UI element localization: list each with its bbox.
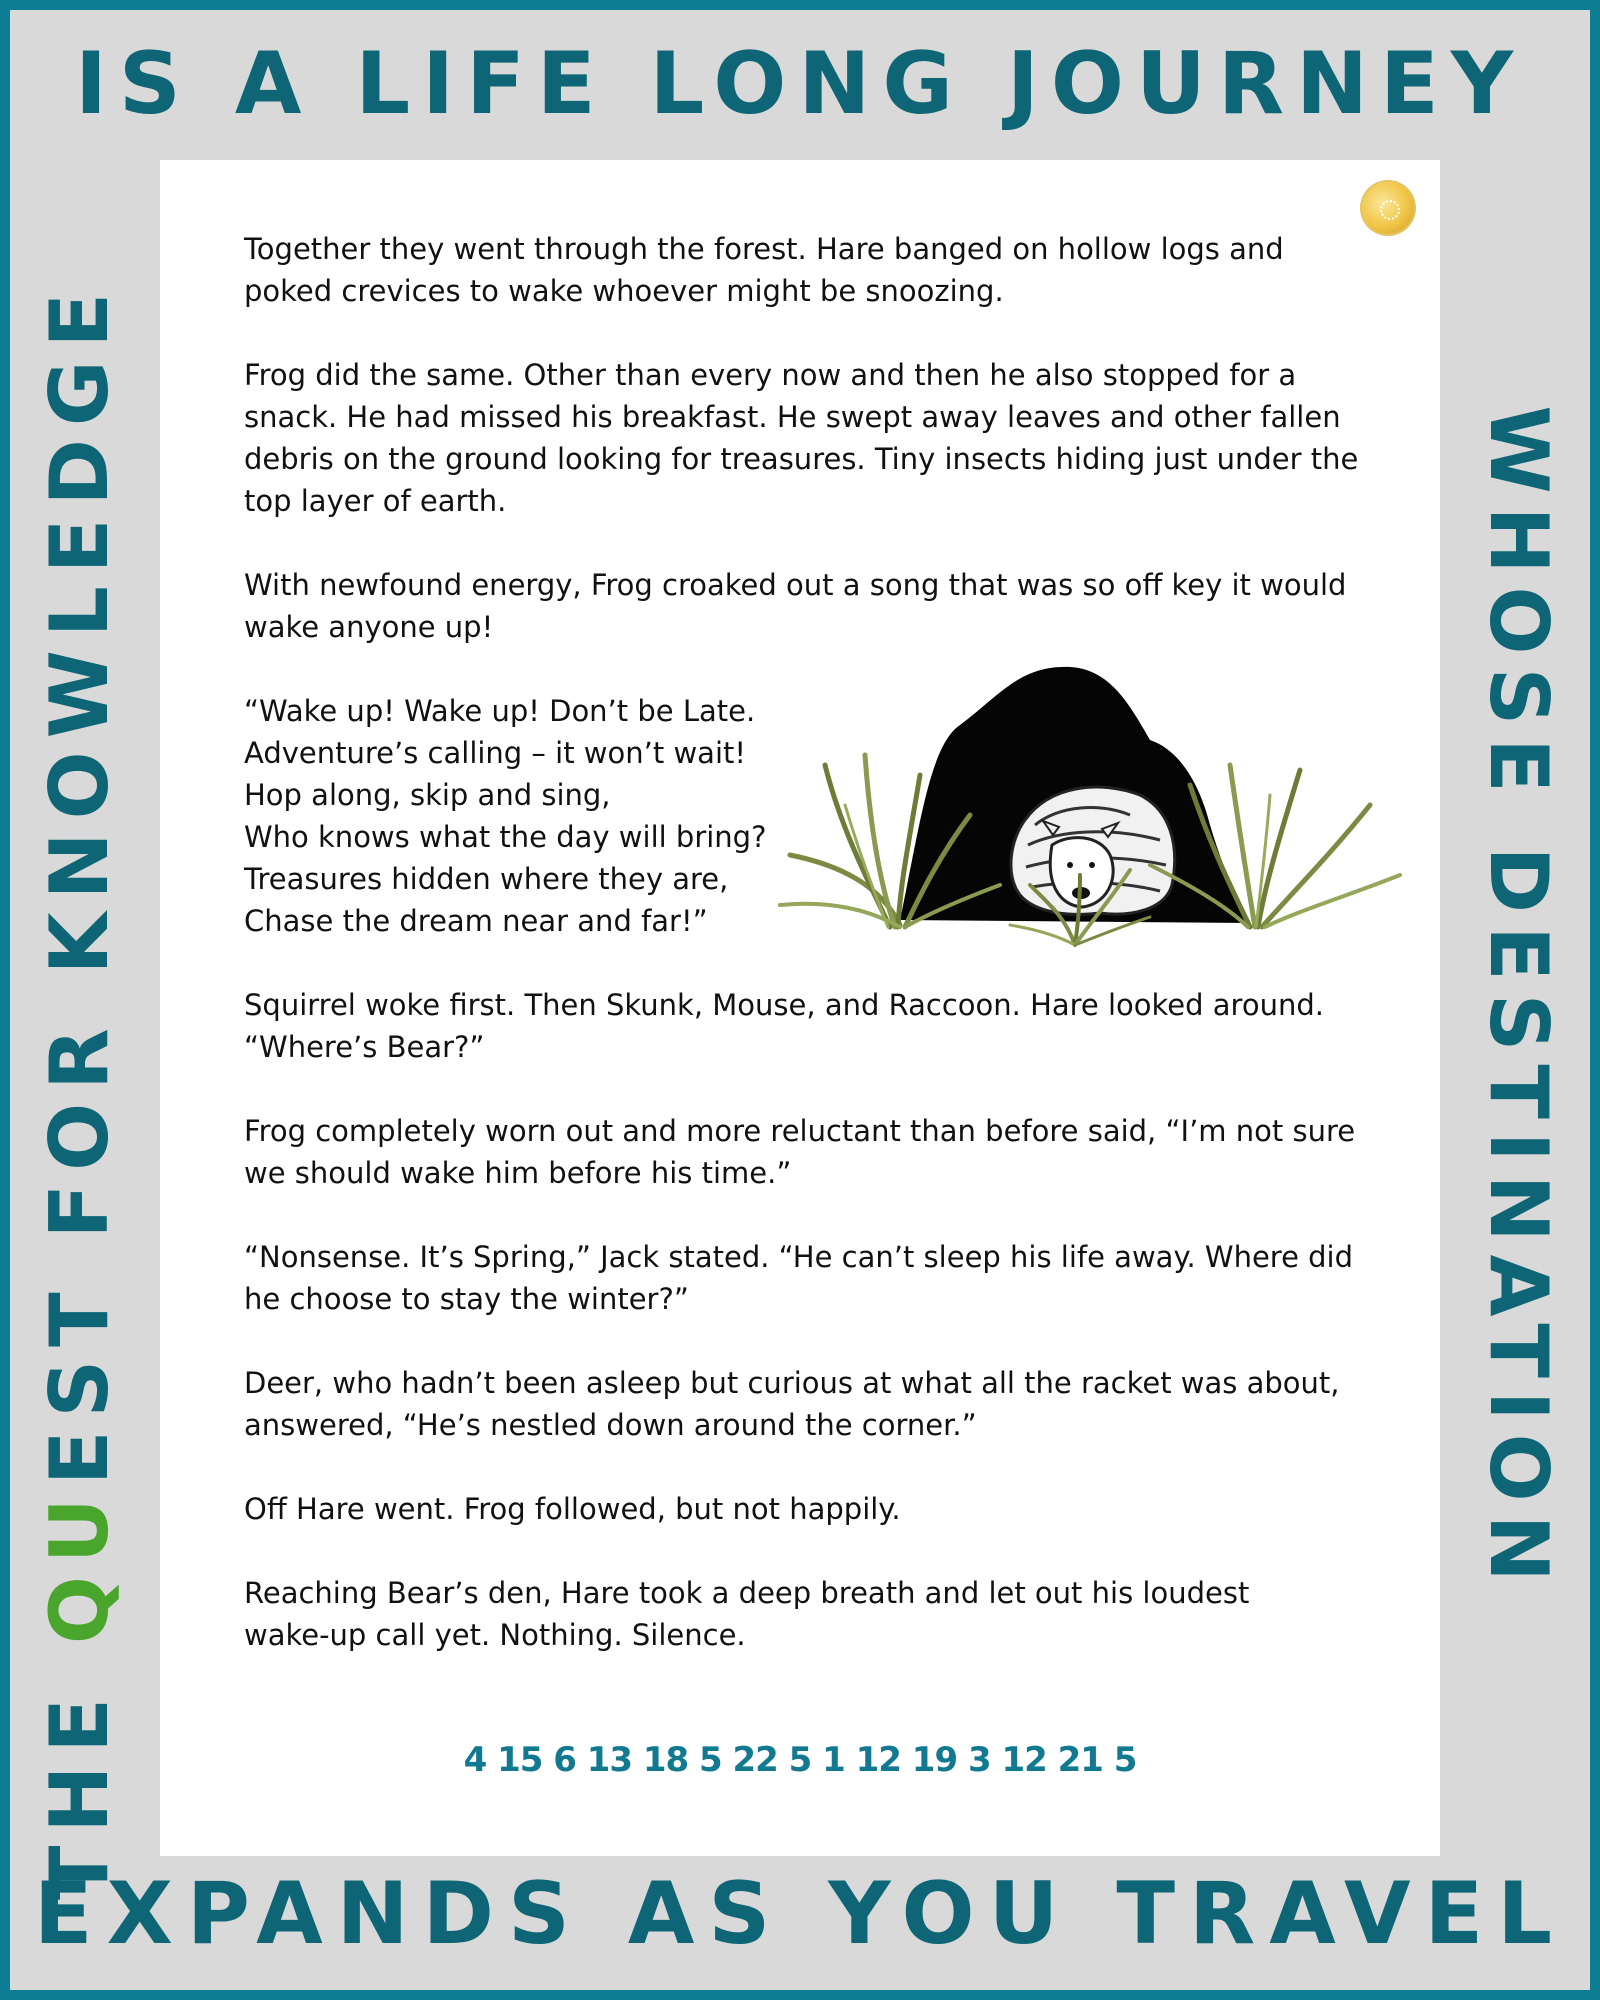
banner-left-prefix: THE (33, 1644, 126, 1901)
poem-line: Adventure’s calling – it won’t wait! (244, 736, 746, 770)
poem-line: Chase the dream near and far!” (244, 904, 708, 938)
story-text (244, 228, 1424, 1698)
bear-figure (1011, 787, 1175, 914)
banner-top: IS A LIFE LONG JOURNEY (74, 34, 1526, 134)
banner-left-highlight: QU (33, 1485, 126, 1645)
gold-coin-icon (1362, 182, 1414, 234)
story-paragraph-6: “Nonsense. It’s Spring,” Jack stated. “He can’t sleep his life away. Where did he choose to stay the winter?” (244, 1240, 1354, 1316)
story-paragraph-7: Deer, who hadn’t been asleep but curious at what all the racket was about, answered, “He’s nestled down around the corner.” (244, 1366, 1340, 1442)
poem-line: “Wake up! Wake up! Don’t be Late. (244, 694, 756, 728)
poem-line: Who knows what the day will bring? (244, 820, 767, 854)
story-paragraph-9: Reaching Bear’s den, Hare took a deep breath and let out his loudest wake-up call yet. Nothing. Silence. (244, 1576, 1250, 1652)
cipher-code: 4 15 6 13 18 5 22 5 1 12 19 3 12 21 5 (463, 1740, 1137, 1780)
poem-line: Hop along, skip and sing, (244, 778, 611, 812)
banner-right: WHOSE DESTINATION (1472, 405, 1565, 1595)
story-paragraph-4: Squirrel woke first. Then Skunk, Mouse, and Raccoon. Hare looked around. “Where’s Bear?” (244, 988, 1324, 1064)
banner-left-suffix: EST FOR KNOWLEDGE (33, 279, 126, 1486)
banner-left (35, 280, 125, 1900)
story-paragraph-8: Off Hare went. Frog followed, but not happily. (244, 1492, 901, 1526)
banner-bottom: EXPANDS AS YOU TRAVEL (33, 1864, 1567, 1964)
story-paragraph-1: Together they went through the forest. Hare banged on hollow logs and poked crevices to wake whoever might be snoozing. (244, 232, 1284, 308)
poem-line: Treasures hidden where they are, (244, 862, 729, 896)
bear-den-illustration (770, 655, 1410, 955)
story-paragraph-3: With newfound energy, Frog croaked out a song that was so off key it would wake anyone up! (244, 568, 1347, 644)
story-paragraph-2: Frog did the same. Other than every now and then he also stopped for a snack. He had missed his breakfast. He swept away leaves and other fallen debris on the ground looking for treasures. Tiny insects hiding just under the top layer of earth. (244, 358, 1359, 518)
story-paragraph-5: Frog completely worn out and more reluctant than before said, “I’m not sure we should wake him before his time.” (244, 1114, 1356, 1190)
